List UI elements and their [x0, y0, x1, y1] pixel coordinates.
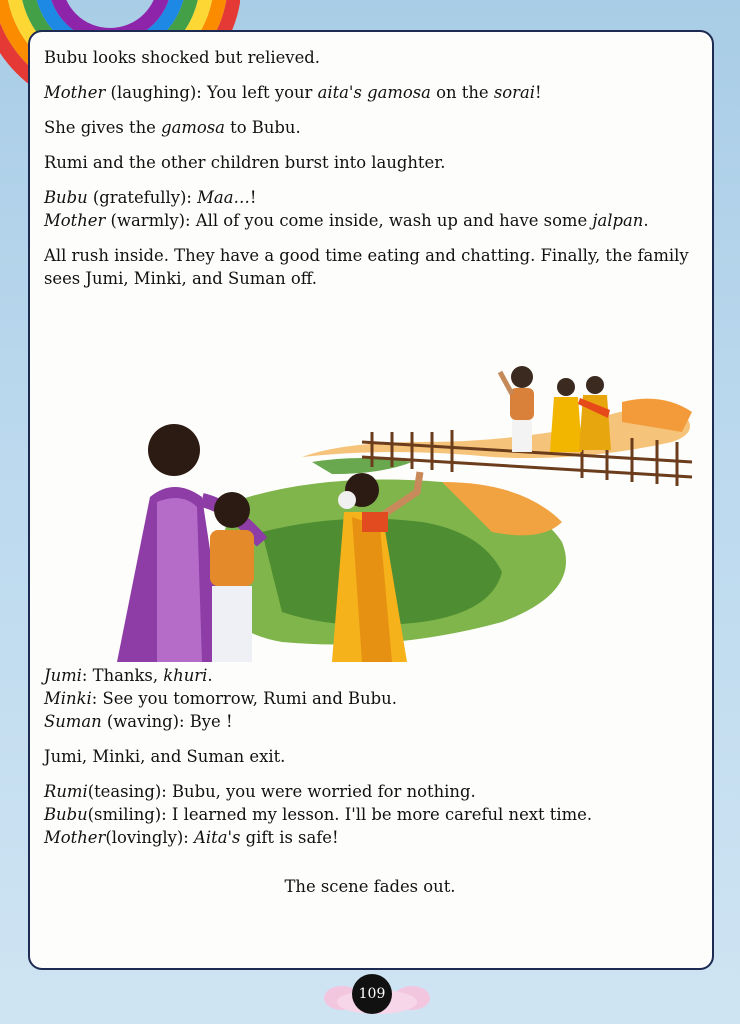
line-exit: Jumi, Minki, and Suman exit.	[44, 747, 286, 766]
line-suman: Suman (waving): Bye !	[44, 712, 233, 731]
speaker: Bubu	[44, 805, 88, 824]
page-card	[28, 30, 714, 970]
line-mother-laughing: Mother (laughing): You left your aita's gamosa on the sorai!	[44, 83, 542, 102]
speaker: Suman	[44, 712, 102, 731]
speaker: Mother	[44, 211, 106, 230]
line-mother-lovingly: Mother(lovingly): Aita's gift is safe!	[44, 828, 339, 847]
line-gives-gamosa: She gives the gamosa to Bubu.	[44, 118, 301, 137]
line-bubu-gratefully: Bubu (gratefully): Maa…!	[44, 188, 257, 207]
farewell-illustration	[62, 332, 702, 662]
speaker: Bubu	[44, 188, 88, 207]
speaker: Minki	[44, 689, 92, 708]
speaker: Jumi	[44, 666, 82, 685]
story-bottom	[44, 664, 696, 898]
speaker: Rumi	[44, 782, 88, 801]
line-rumi-teasing: Rumi(teasing): Bubu, you were worried for nothing.	[44, 782, 476, 801]
line-scene-fades: The scene fades out.	[284, 877, 456, 896]
line-minki: Minki: See you tomorrow, Rumi and Bubu.	[44, 689, 397, 708]
line-jumi-thanks: Jumi: Thanks, khuri.	[44, 666, 213, 685]
story-top	[44, 46, 696, 290]
page-number: 109	[352, 974, 392, 1014]
line-all-rush-inside: All rush inside. They have a good time eating and chatting. Finally, the family sees Jumi, Minki, and Suman off.	[44, 246, 689, 288]
speaker: Mother	[44, 828, 106, 847]
speaker: Mother	[44, 83, 106, 102]
line-bubu-shocked: Bubu looks shocked but relieved.	[44, 48, 320, 67]
page-footer	[0, 970, 740, 1020]
line-laughter: Rumi and the other children burst into laughter.	[44, 153, 446, 172]
line-mother-warmly: Mother (warmly): All of you come inside, wash up and have some jalpan.	[44, 211, 649, 230]
line-bubu-smiling: Bubu(smiling): I learned my lesson. I'll be more careful next time.	[44, 805, 593, 824]
